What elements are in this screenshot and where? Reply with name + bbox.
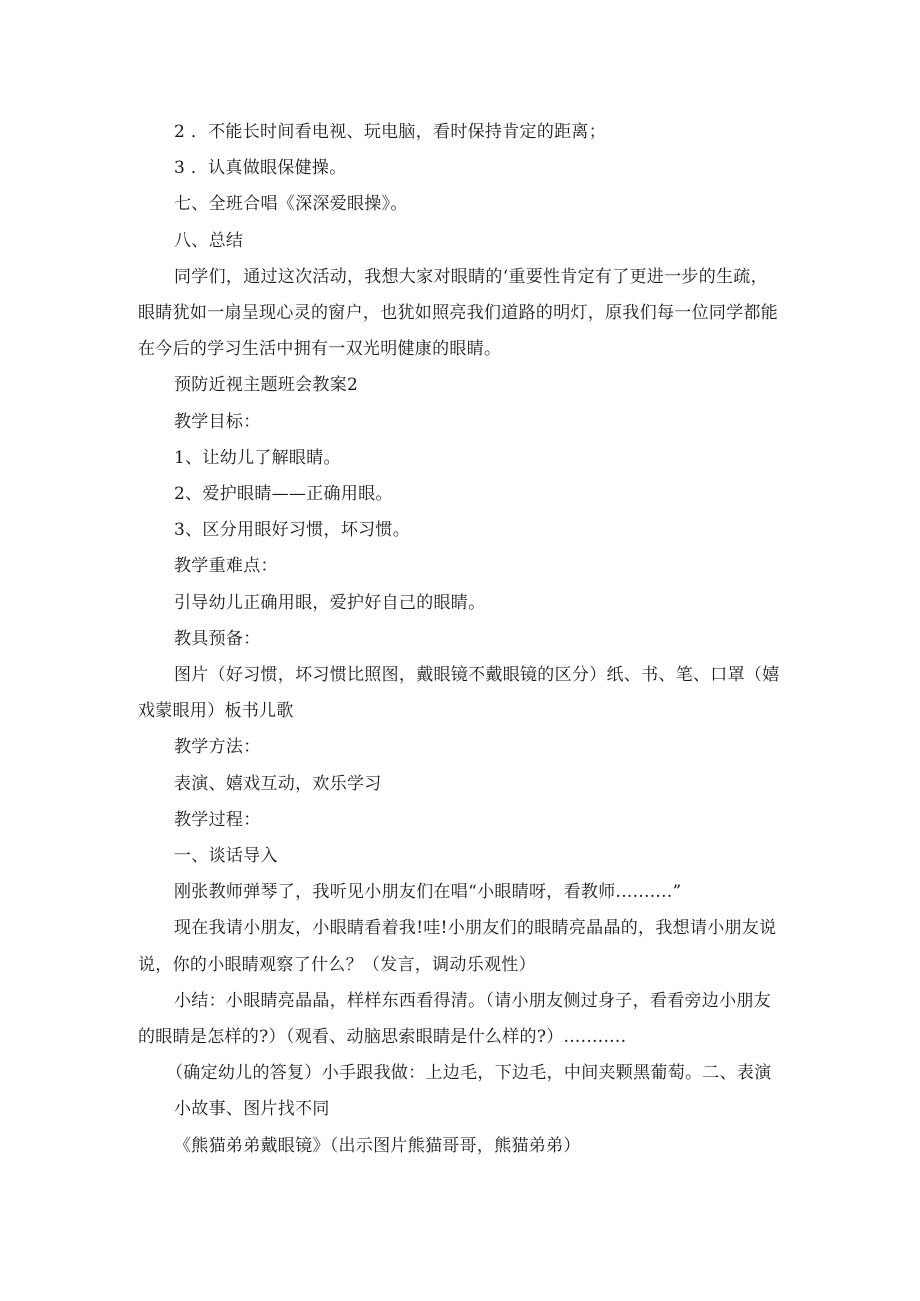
text-line-1: 2 ．不能长时间看电视、玩电脑，看时保持肯定的距离； bbox=[174, 122, 607, 142]
text-line-28: 小故事、图片找不同 bbox=[174, 1099, 330, 1119]
materials-heading: 教具预备： bbox=[174, 629, 261, 649]
section-heading-7: 七、全班合唱《深深爱眼操》。 bbox=[174, 194, 408, 214]
text-line-24: 说，你的小眼睛观察了什么？（发言，调动乐观性） bbox=[138, 955, 536, 975]
text-line-5: 同学们，通过这次活动，我想大家对眼睛的‘重要性肯定有了更进一步的生疏， bbox=[174, 267, 768, 287]
text-line-6: 眼睛犹如一扇呈现心灵的窗户，也犹如照亮我们道路的明灯，原我们每一位同学都能 bbox=[138, 303, 779, 323]
process-heading: 教学过程： bbox=[174, 810, 261, 830]
methods-text: 表演、嬉戏互动，欢乐学习 bbox=[174, 774, 382, 794]
section-heading-8: 八、总结 bbox=[174, 231, 244, 251]
key-points-text: 引导幼儿正确用眼，爱护好自己的眼睛。 bbox=[174, 593, 486, 613]
key-points-heading: 教学重难点： bbox=[174, 556, 278, 576]
teaching-goals-heading: 教学目标： bbox=[174, 412, 261, 432]
step-1-heading: 一、谈话导入 bbox=[174, 846, 278, 866]
text-line-27: （确定幼儿的答复）小手跟我做：上边毛，下边毛，中间夹颗黑葡萄。二、表演 bbox=[166, 1063, 772, 1083]
materials-text-1: 图片（好习惯，坏习惯比照图，戴眼镜不戴眼镜的区分）纸、书、笔、口罩（嬉 bbox=[174, 665, 780, 685]
lesson-plan-title: 预防近视主题班会教案2 bbox=[174, 375, 359, 395]
methods-heading: 教学方法： bbox=[174, 737, 261, 757]
text-line-25: 小结：小眼睛亮晶晶，样样东西看得清。（请小朋友侧过身子，看看旁边小朋友 bbox=[174, 991, 771, 1011]
goal-item-1: 1、让幼儿了解眼睛。 bbox=[174, 448, 341, 468]
materials-text-2: 戏蒙眼用）板书儿歌 bbox=[138, 701, 294, 721]
text-line-2: 3 ．认真做眼保健操。 bbox=[174, 158, 347, 178]
text-line-29: 《熊猫弟弟戴眼镜》（出示图片熊猫哥哥，熊猫弟弟） bbox=[174, 1136, 581, 1156]
text-line-26: 的眼睛是怎样的?）（观看、动脑思索眼睛是什么样的?）........... bbox=[138, 1027, 627, 1047]
text-line-22: 刚张教师弹琴了，我听见小朋友们在唱“小眼睛呀，看教师..........” bbox=[174, 882, 682, 902]
goal-item-3: 3、区分用眼好习惯，坏习惯。 bbox=[174, 520, 411, 540]
text-line-7: 在今后的学习生活中拥有一双光明健康的眼睛。 bbox=[138, 339, 502, 359]
text-line-23: 现在我请小朋友，小眼睛看着我!哇!小朋友们的眼睛亮晶晶的，我想请小朋友说 bbox=[174, 918, 777, 938]
goal-item-2: 2、爱护眼睛——正确用眼。 bbox=[174, 484, 393, 504]
